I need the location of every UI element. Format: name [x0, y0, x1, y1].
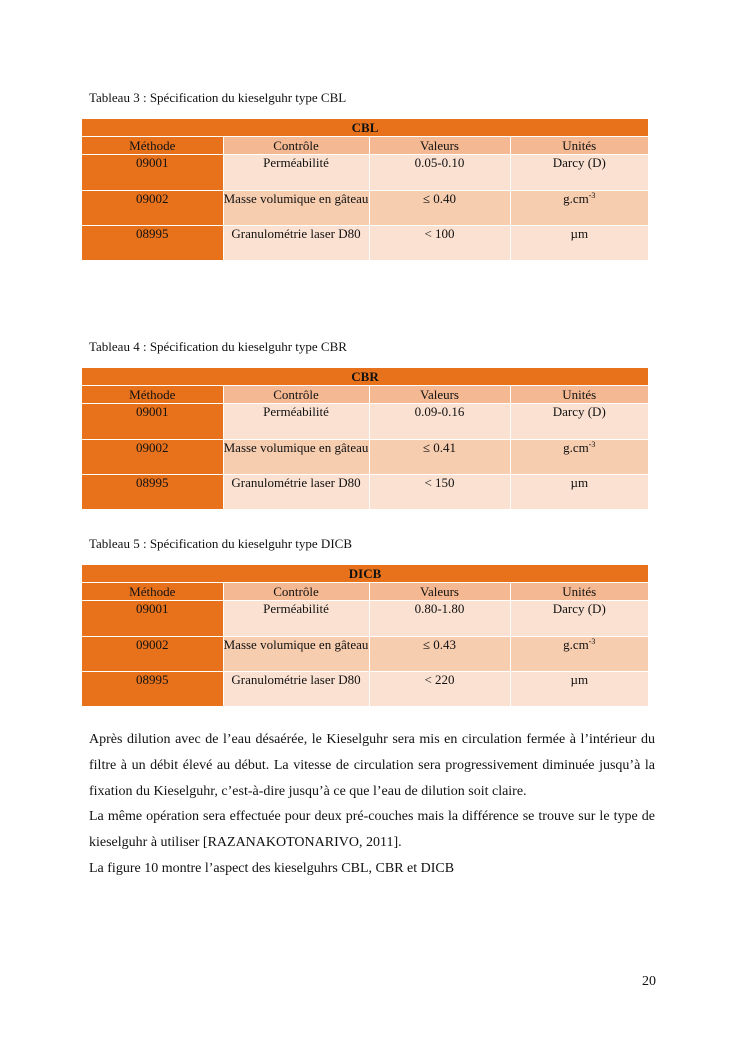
cell-valeur: < 220 — [369, 672, 510, 707]
header-unites: Unités — [510, 137, 648, 155]
paragraph: Après dilution avec de l’eau désaérée, le Kieselguhr sera mis en circulation fermée à l’intérieur du filtre à un débit élevé au début. La vitesse de circulation sera progressivement diminuée jusqu’à la fixation du Kieselguhr, c’est-à-dire jusqu’à ce que l’eau de dilution soit claire. — [89, 732, 655, 799]
table-caption: Tableau 5 : Spécification du kieselguhr type DICB — [89, 536, 352, 551]
cell-unite — [510, 672, 648, 707]
unit-text: µm — [570, 475, 589, 490]
unit-exponent: -3 — [588, 440, 596, 449]
table-title: DICB — [82, 565, 648, 583]
unit-text: Darcy (D) — [552, 404, 606, 419]
cell-valeur: 0.80-1.80 — [369, 601, 510, 637]
table-row — [82, 440, 648, 475]
paragraph: La même opération sera effectuée pour deux pré-couches mais la différence se trouve sur le type de kieselguhr à utiliser [RAZANAKOTONARIVO, 2011]. — [89, 809, 655, 851]
cell-methode: 09002 — [82, 191, 223, 226]
table-title: CBL — [82, 119, 648, 137]
table-row — [82, 404, 648, 440]
cell-valeur: 0.05-0.10 — [369, 155, 510, 191]
page-number: 20 — [642, 974, 656, 989]
header-controle: Contrôle — [223, 137, 369, 155]
cell-unite — [510, 475, 648, 510]
header-valeurs: Valeurs — [369, 583, 510, 601]
table-row — [82, 155, 648, 191]
cell-controle: Masse volumique en gâteau — [223, 637, 369, 672]
cell-methode: 09001 — [82, 155, 223, 191]
cell-controle: Granulométrie laser D80 — [223, 226, 369, 261]
table-row — [82, 672, 648, 707]
cell-valeur: 0.09-0.16 — [369, 404, 510, 440]
cell-unite — [510, 601, 648, 637]
unit-text: g.cm — [563, 637, 589, 652]
table-row — [82, 475, 648, 510]
cell-unite — [510, 155, 648, 191]
header-methode: Méthode — [82, 583, 223, 601]
cell-controle: Granulométrie laser D80 — [223, 475, 369, 510]
header-methode: Méthode — [82, 137, 223, 155]
cell-controle: Perméabilité — [223, 404, 369, 440]
cell-methode: 08995 — [82, 226, 223, 261]
cell-valeur: < 100 — [369, 226, 510, 261]
cell-controle: Granulométrie laser D80 — [223, 672, 369, 707]
table-row — [82, 191, 648, 226]
cell-unite — [510, 191, 648, 226]
spec-table-cbr — [82, 368, 648, 510]
cell-methode: 09001 — [82, 601, 223, 637]
cell-unite — [510, 404, 648, 440]
cell-unite — [510, 440, 648, 475]
header-unites: Unités — [510, 583, 648, 601]
unit-text: µm — [570, 672, 589, 687]
spec-table-cbl — [82, 119, 648, 261]
cell-controle: Masse volumique en gâteau — [223, 440, 369, 475]
body-text — [89, 727, 655, 882]
table-title: CBR — [82, 368, 648, 386]
cell-valeur: ≤ 0.41 — [369, 440, 510, 475]
cell-valeur: < 150 — [369, 475, 510, 510]
header-unites: Unités — [510, 386, 648, 404]
cell-methode: 09002 — [82, 440, 223, 475]
header-valeurs: Valeurs — [369, 386, 510, 404]
header-controle: Contrôle — [223, 386, 369, 404]
cell-methode: 08995 — [82, 475, 223, 510]
cell-valeur: ≤ 0.43 — [369, 637, 510, 672]
cell-controle: Masse volumique en gâteau — [223, 191, 369, 226]
header-methode: Méthode — [82, 386, 223, 404]
table-caption: Tableau 3 : Spécification du kieselguhr type CBL — [89, 90, 347, 105]
spec-table-dicb — [82, 565, 648, 707]
header-controle: Contrôle — [223, 583, 369, 601]
table-caption: Tableau 4 : Spécification du kieselguhr type CBR — [89, 339, 347, 354]
unit-text: g.cm — [563, 191, 589, 206]
cell-unite — [510, 637, 648, 672]
unit-exponent: -3 — [588, 637, 596, 646]
unit-text: Darcy (D) — [552, 601, 606, 616]
paragraph: La figure 10 montre l’aspect des kieselguhrs CBL, CBR et DICB — [89, 860, 455, 876]
cell-valeur: ≤ 0.40 — [369, 191, 510, 226]
table-row — [82, 637, 648, 672]
unit-text: g.cm — [563, 440, 589, 455]
header-valeurs: Valeurs — [369, 137, 510, 155]
unit-text: Darcy (D) — [552, 155, 606, 170]
unit-text: µm — [570, 226, 589, 241]
cell-controle: Perméabilité — [223, 155, 369, 191]
table-row — [82, 601, 648, 637]
table-row — [82, 226, 648, 261]
cell-controle: Perméabilité — [223, 601, 369, 637]
cell-unite — [510, 226, 648, 261]
cell-methode: 08995 — [82, 672, 223, 707]
cell-methode: 09002 — [82, 637, 223, 672]
unit-exponent: -3 — [588, 191, 596, 200]
cell-methode: 09001 — [82, 404, 223, 440]
